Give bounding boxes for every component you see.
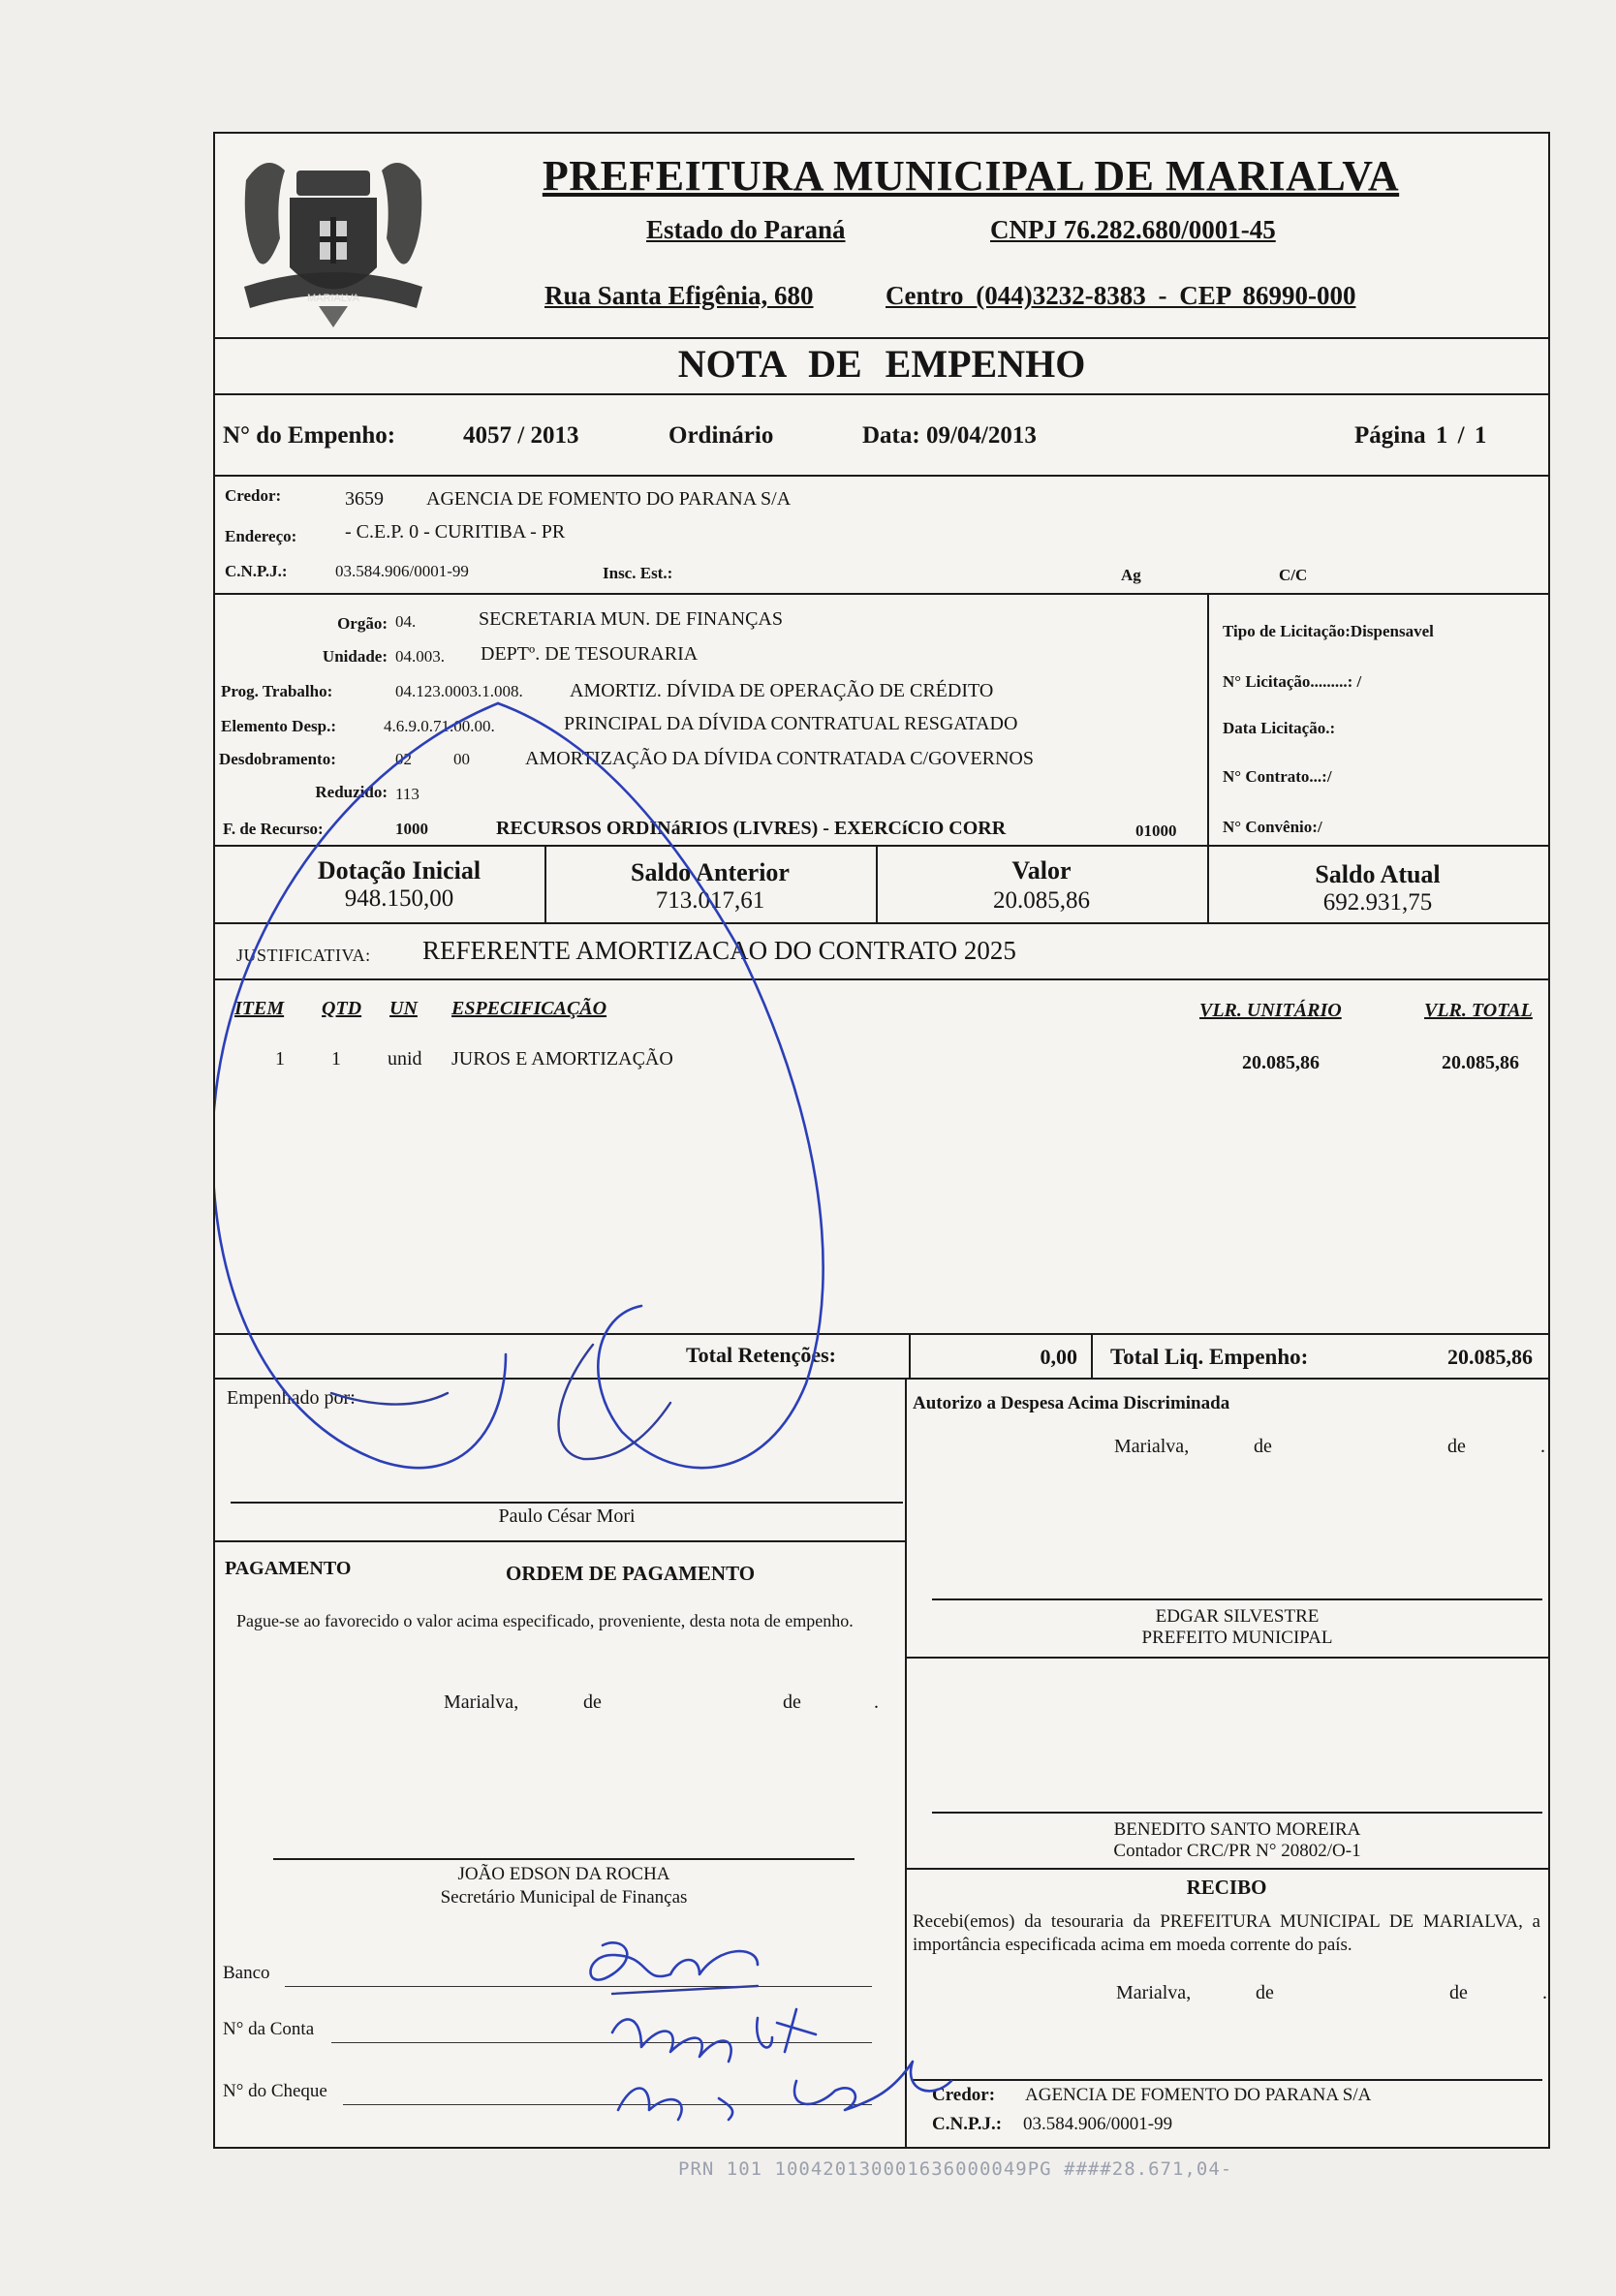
page-number: Página 1 / 1: [1354, 422, 1487, 449]
pagamento-text: Pague-se ao favorecido o valor acima especificado, proveniente, desta nota de empenho.: [236, 1611, 854, 1630]
orgao-label: Orgão:: [337, 614, 388, 633]
total-retencoes-value: 0,00: [1040, 1345, 1077, 1369]
item-quantity: 1: [331, 1048, 341, 1070]
numero-contrato: N° Contrato...:/: [1223, 767, 1332, 786]
fonte-recurso-code: 1000: [395, 820, 428, 838]
elemento-desc: PRINCIPAL DA DÍVIDA CONTRATUAL RESGATADO: [564, 713, 1018, 734]
autorizo-label: Autorizo a Despesa Acima Discriminada: [913, 1393, 1230, 1413]
item-number: 1: [275, 1048, 285, 1070]
reduzido-value: 113: [395, 785, 420, 803]
saldo-atual-label: Saldo Atual: [1315, 860, 1441, 888]
orgao-desc: SECRETARIA MUN. DE FINANÇAS: [479, 608, 783, 630]
valor-total-header: VLR. TOTAL: [1424, 1000, 1533, 1021]
especificacao-header: ESPECIFICAÇÃO: [451, 998, 607, 1019]
data-licitacao: Data Licitação.:: [1223, 719, 1336, 737]
recibo-title: RECIBO: [1186, 1876, 1267, 1899]
saldo-anterior-value: 713.017,61: [655, 887, 765, 914]
secretario-name: JOÃO EDSON DA ROCHA: [457, 1864, 670, 1884]
cheque-label: N° do Cheque: [223, 2081, 327, 2101]
empenhado-por-label: Empenhado por:: [227, 1387, 356, 1409]
credor-cnpj: 03.584.906/0001-99: [335, 562, 469, 580]
pagamento-de-2: de: [783, 1691, 801, 1713]
city-cnpj: CNPJ 76.282.680/0001-45: [990, 215, 1276, 244]
fonte-recurso-desc: RECURSOS ORDINáRIOS (LIVRES) - EXERCíCIO CORR: [496, 818, 1007, 839]
empenho-number: 4057 / 2013: [463, 422, 579, 449]
city-address-rest: Centro (044)3232-8383 - CEP 86990-000: [886, 281, 1356, 310]
saldo-anterior-label: Saldo Anterior: [631, 858, 790, 886]
credor-name: AGENCIA DE FOMENTO DO PARANA S/A: [426, 488, 792, 510]
reduzido-label: Reduzido:: [315, 783, 388, 801]
recibo-place: Marialva,: [1116, 1982, 1192, 2003]
pagamento-place: Marialva,: [444, 1691, 519, 1713]
valor-unitario-header: VLR. UNITÁRIO: [1199, 1000, 1342, 1021]
empenhado-por-name: Paulo César Mori: [498, 1505, 636, 1527]
prog-trabalho-code: 04.123.0003.1.008.: [395, 682, 523, 700]
total-retencoes-label: Total Retenções:: [686, 1343, 836, 1367]
valor-value: 20.085,86: [993, 887, 1090, 914]
cnpj-label: C.N.P.J.:: [225, 562, 288, 580]
empenho-number-label: N° do Empenho:: [223, 422, 396, 449]
un-header: UN: [389, 998, 418, 1019]
desdobramento-b: 00: [453, 750, 470, 768]
total-liquido-label: Total Liq. Empenho:: [1110, 1345, 1309, 1369]
insc-est-label: Insc. Est.:: [603, 564, 673, 582]
dotacao-inicial-label: Dotação Inicial: [317, 856, 482, 884]
prefeito-title: PREFEITO MUNICIPAL: [1141, 1628, 1333, 1648]
item-header: ITEM: [234, 998, 285, 1019]
recibo-de-1: de: [1256, 1982, 1274, 2003]
fonte-recurso-number: 01000: [1135, 822, 1177, 840]
ordem-pagamento-label: ORDEM DE PAGAMENTO: [506, 1562, 756, 1585]
autorizo-de-2: de: [1447, 1436, 1466, 1457]
state-name: Estado do Paraná: [646, 215, 846, 244]
tipo-licitacao: Tipo de Licitação:Dispensavel: [1223, 622, 1434, 640]
print-stamp-line: PRN 101 100420130001636000049PG ####28.671,04-: [678, 2158, 1233, 2180]
conta-label: N° da Conta: [223, 2019, 315, 2039]
document-title: NOTA DE EMPENHO: [677, 342, 1086, 386]
valor-label: Valor: [1011, 856, 1072, 884]
conta-corrente-label: C/C: [1279, 566, 1308, 584]
credor-footer-value: AGENCIA DE FOMENTO DO PARANA S/A: [1025, 2085, 1372, 2105]
handwritten-signature-loop: [215, 134, 1548, 2147]
nota-de-empenho-form: [213, 132, 1550, 2149]
banco-label: Banco: [223, 1963, 270, 1983]
autorizo-dot: .: [1540, 1436, 1545, 1457]
pagamento-label: PAGAMENTO: [225, 1558, 352, 1579]
item-unit-value: 20.085,86: [1242, 1052, 1320, 1073]
pagamento-dot: .: [874, 1691, 879, 1713]
elemento-label: Elemento Desp.:: [221, 717, 336, 735]
numero-licitacao: N° Licitação.........: /: [1223, 672, 1362, 691]
endereco-label: Endereço:: [225, 527, 297, 545]
prog-trabalho-label: Prog. Trabalho:: [221, 682, 333, 700]
autorizo-place: Marialva,: [1114, 1436, 1190, 1457]
item-total-value: 20.085,86: [1442, 1052, 1519, 1073]
city-street: Rua Santa Efigênia, 680: [544, 281, 814, 310]
recibo-dot: .: [1542, 1982, 1547, 2003]
cnpj-footer-value: 03.584.906/0001-99: [1023, 2114, 1173, 2134]
justificativa-text: REFERENTE AMORTIZACAO DO CONTRATO 2025: [422, 936, 1016, 965]
pagamento-de-1: de: [583, 1691, 602, 1713]
recibo-de-2: de: [1449, 1982, 1468, 2003]
contador-name: BENEDITO SANTO MOREIRA: [1113, 1819, 1361, 1840]
orgao-code: 04.: [395, 612, 417, 631]
item-unit: unid: [388, 1048, 422, 1070]
item-description: JUROS E AMORTIZAÇÃO: [451, 1048, 673, 1070]
credor-footer-label: Credor:: [932, 2085, 996, 2105]
dotacao-inicial-value: 948.150,00: [344, 885, 454, 912]
numero-convenio: N° Convênio:/: [1223, 818, 1322, 836]
desdobramento-a: 02: [395, 750, 412, 768]
autorizo-de-1: de: [1254, 1436, 1272, 1457]
prefeito-name: EDGAR SILVESTRE: [1155, 1606, 1320, 1627]
agencia-label: Ag: [1121, 566, 1141, 584]
endereco-value: - C.E.P. 0 - CURITIBA - PR: [345, 521, 566, 543]
cnpj-footer-label: C.N.P.J.:: [932, 2114, 1003, 2134]
credor-code: 3659: [345, 488, 384, 510]
unidade-label: Unidade:: [322, 647, 388, 666]
desdobramento-label: Desdobramento:: [219, 750, 336, 768]
secretario-title: Secretário Municipal de Finanças: [440, 1887, 688, 1908]
prog-trabalho-desc: AMORTIZ. DÍVIDA DE OPERAÇÃO DE CRÉDITO: [570, 680, 994, 701]
unidade-code: 04.003.: [395, 647, 445, 666]
svg-text:MARIALVA: MARIALVA: [307, 293, 359, 304]
desdobramento-desc: AMORTIZAÇÃO DA DÍVIDA CONTRATADA C/GOVERNOS: [525, 748, 1034, 769]
empenho-type: Ordinário: [668, 422, 774, 449]
qtd-header: QTD: [322, 998, 362, 1019]
empenho-date: Data: 09/04/2013: [862, 422, 1037, 449]
unidade-desc: DEPTº. DE TESOURARIA: [481, 643, 699, 665]
saldo-atual-value: 692.931,75: [1322, 889, 1433, 915]
recibo-text: Recebi(emos) da tesouraria da PREFEITURA MUNICIPAL DE MARIALVA, a importância especificada acima em moeda corrente do país.: [913, 1911, 1540, 1955]
credor-label: Credor:: [225, 486, 282, 505]
contador-title: Contador CRC/PR N° 20802/O-1: [1113, 1841, 1361, 1861]
fonte-recurso-label: F. de Recurso:: [223, 820, 324, 838]
city-hall-title: PREFEITURA MUNICIPAL DE MARIALVA: [542, 152, 1400, 200]
total-liquido-value: 20.085,86: [1447, 1345, 1533, 1369]
justificativa-label: JUSTIFICATIVA:: [236, 946, 371, 965]
elemento-code: 4.6.9.0.71.00.00.: [384, 717, 495, 735]
